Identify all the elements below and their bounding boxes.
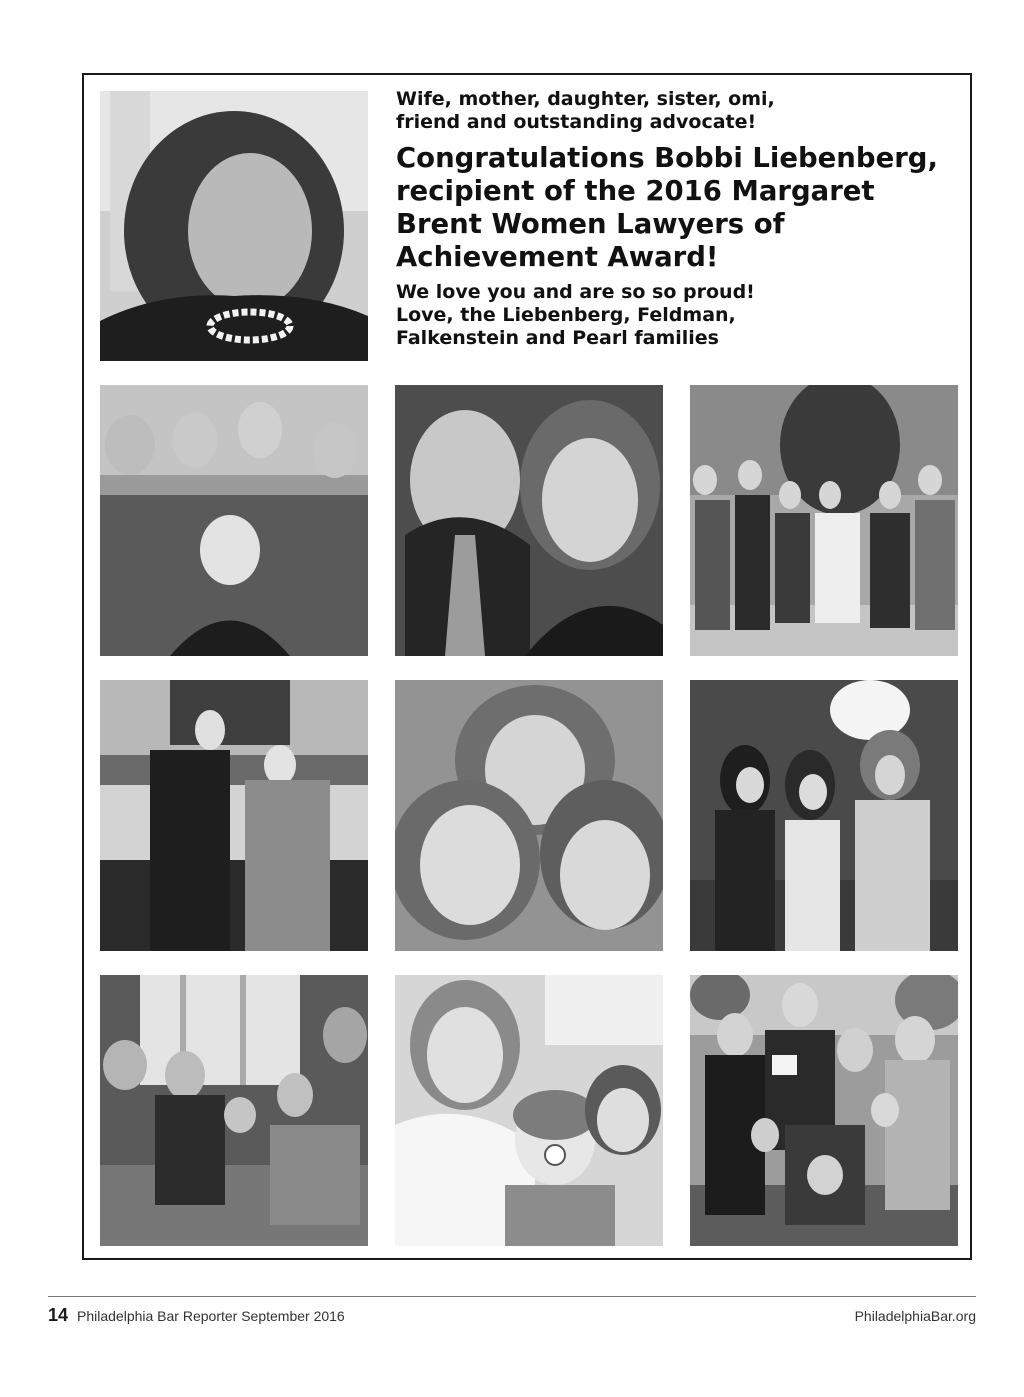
family-photo-3 xyxy=(690,385,958,656)
publication-name: Philadelphia Bar Reporter September 2016 xyxy=(77,1308,345,1324)
family-photo-8 xyxy=(395,975,663,1246)
family-photo-1 xyxy=(100,385,368,656)
congratulations-text: Congratulations Bobbi Liebenberg, recipient of the 2016 Margaret Brent Women Lawyers of Achievement Award! xyxy=(396,142,938,273)
family-photo-6 xyxy=(690,680,958,951)
headline-block xyxy=(396,88,966,350)
family-photo-5 xyxy=(395,680,663,951)
page-number: 14 xyxy=(48,1305,69,1325)
family-photo-4 xyxy=(100,680,368,951)
family-photo-2 xyxy=(395,385,663,656)
portrait-photo xyxy=(100,91,368,361)
intro-text: Wife, mother, daughter, sister, omi, friend and outstanding advocate! xyxy=(396,88,775,133)
website-url: PhiladelphiaBar.org xyxy=(854,1308,976,1324)
page-footer xyxy=(48,1305,976,1329)
closing-text: We love you and are so so proud! Love, the Liebenberg, Feldman, Falkenstein and Pearl families xyxy=(396,281,755,349)
footer-divider xyxy=(48,1296,976,1297)
family-photo-9 xyxy=(690,975,958,1246)
family-photo-7 xyxy=(100,975,368,1246)
